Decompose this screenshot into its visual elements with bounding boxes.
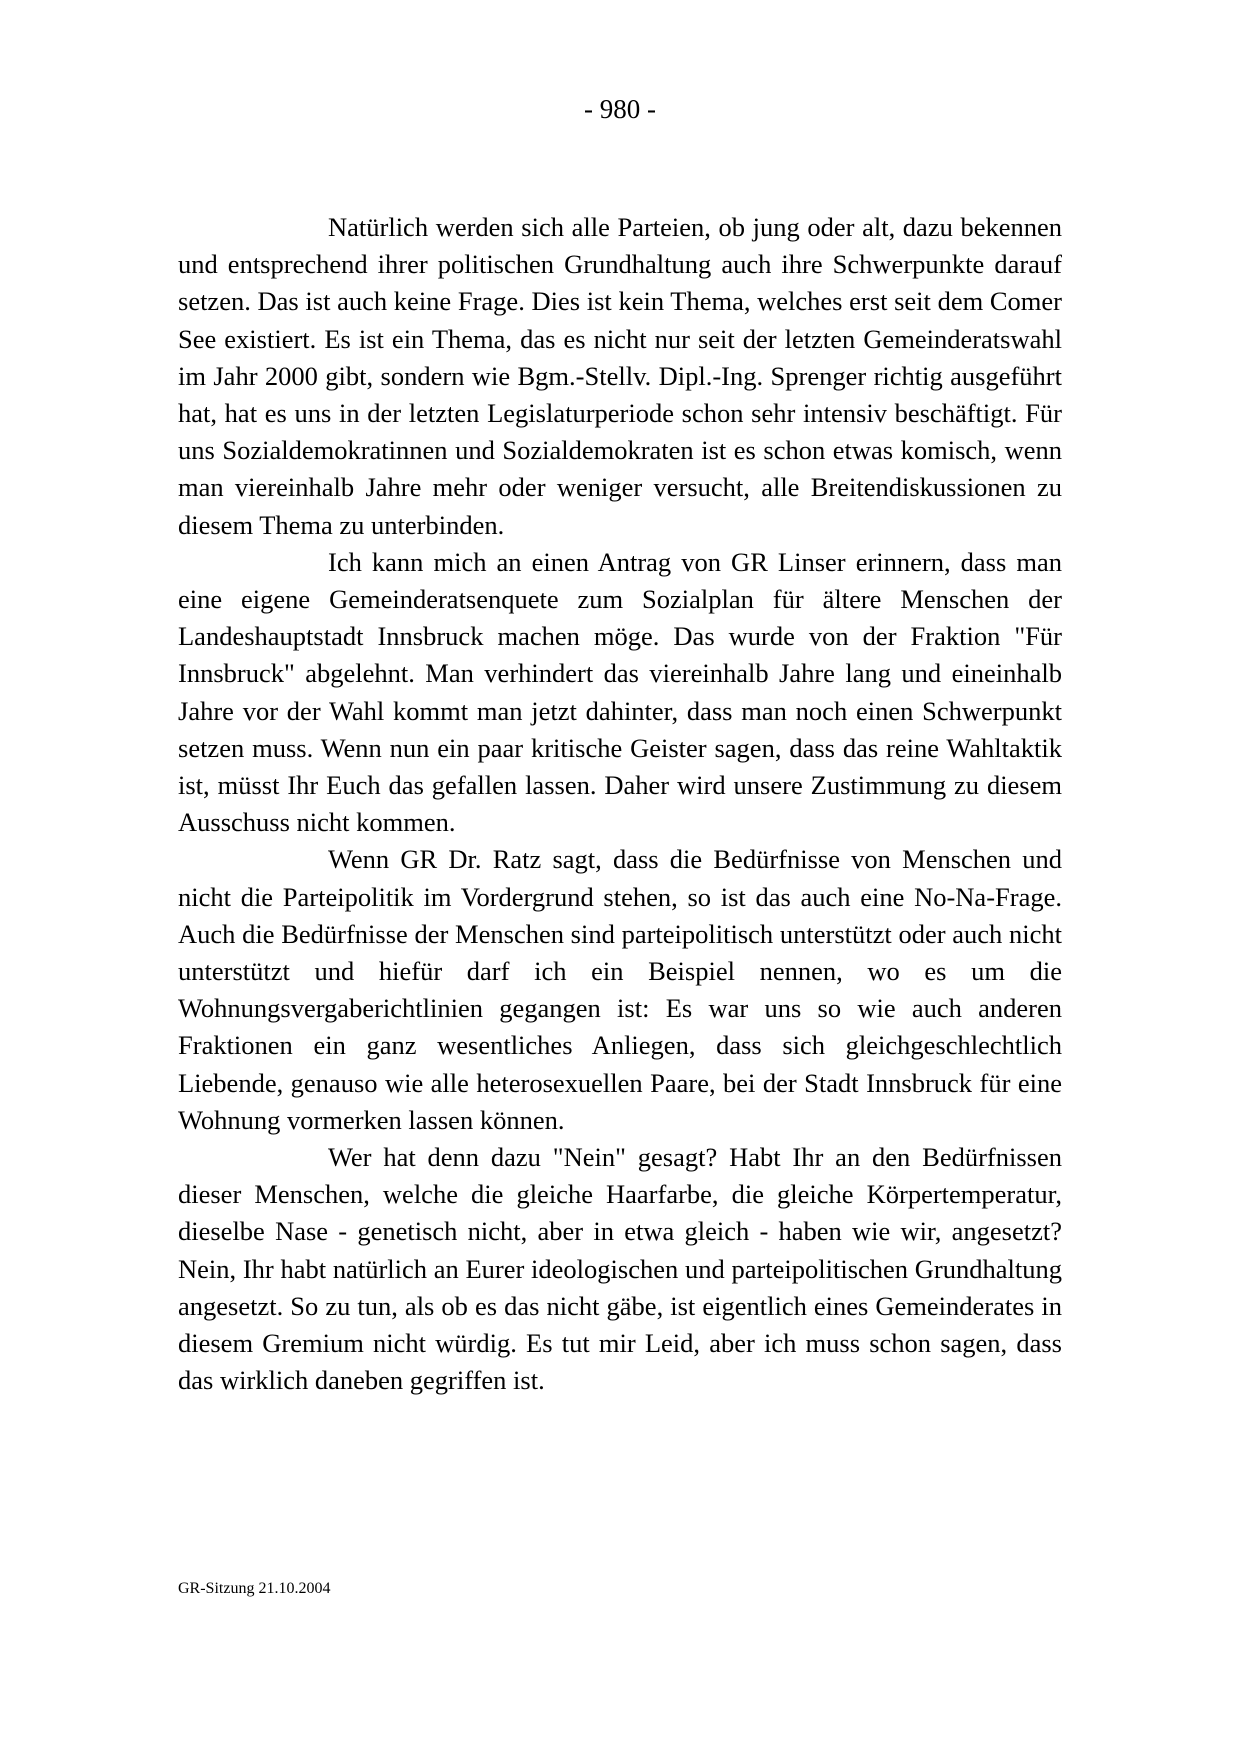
paragraph: Natürlich werden sich alle Parteien, ob jung oder alt, dazu bekennen und entsprechend ihrer politischen Grundhaltung auch ihre Schwerpunkte darauf setzen. Das ist auch keine Frage. Dies ist kein Thema, welches erst seit dem Comer See existiert. Es ist ein Thema, das es nicht nur seit der letzten Gemeinderatswahl im Jahr 2000 gibt, sondern wie Bgm.-Stellv. Dipl.-Ing. Sprenger richtig ausgeführt hat, hat es uns in der letzten Legislaturperiode schon sehr intensiv beschäftigt. Für uns Sozialdemokratinnen und Sozialdemokraten ist es schon etwas komisch, wenn man viereinhalb Jahre mehr oder weniger versucht, alle Breitendiskussionen zu diesem Thema zu unterbinden.	[178, 212, 1062, 540]
paragraph: Wenn GR Dr. Ratz sagt, dass die Bedürfnisse von Menschen und nicht die Parteipolitik im Vordergrund stehen, so ist das auch eine No-Na-Frage. Auch die Bedürfnisse der Menschen sind parteipolitisch unterstützt oder auch nicht unterstützt und hiefür darf ich ein Beispiel nennen, wo es um die Wohnungsvergaberichtlinien gegangen ist: Es war uns so wie auch anderen Fraktionen ein ganz wesentliches Anliegen, dass sich gleichgeschlechtlich Liebende, genauso wie alle heterosexuellen Paare, bei der Stadt Innsbruck für eine Wohnung vormerken lassen können.	[178, 844, 1062, 1135]
page-number: - 980 -	[584, 94, 656, 124]
paragraph: Wer hat denn dazu "Nein" gesagt? Habt Ihr an den Bedürfnissen dieser Menschen, welche die gleiche Haarfarbe, die gleiche Körpertemperatur, dieselbe Nase - genetisch nicht, aber in etwa gleich - haben wie wir, angesetzt? Nein, Ihr habt natürlich an Eurer ideologischen und parteipolitischen Grundhaltung angesetzt. So zu tun, als ob es das nicht gäbe, ist eigentlich eines Gemeinderates in diesem Gremium nicht würdig. Es tut mir Leid, aber ich muss schon sagen, dass das wirklich daneben gegriffen ist.	[178, 1142, 1062, 1396]
paragraph: Ich kann mich an einen Antrag von GR Linser erinnern, dass man eine eigene Gemeinderatsenquete zum Sozialplan für ältere Menschen der Landeshauptstadt Innsbruck machen möge. Das wurde von der Fraktion "Für Innsbruck" abgelehnt. Man verhindert das viereinhalb Jahre lang und eineinhalb Jahre vor der Wahl kommt man jetzt dahinter, dass man noch einen Schwerpunkt setzen muss. Wenn nun ein paar kritische Geister sagen, dass das reine Wahltaktik ist, müsst Ihr Euch das gefallen lassen. Daher wird unsere Zustimmung zu diesem Ausschuss nicht kommen.	[178, 546, 1062, 838]
document-body	[178, 209, 1062, 1400]
page-footer: GR-Sitzung 21.10.2004	[178, 1580, 331, 1597]
